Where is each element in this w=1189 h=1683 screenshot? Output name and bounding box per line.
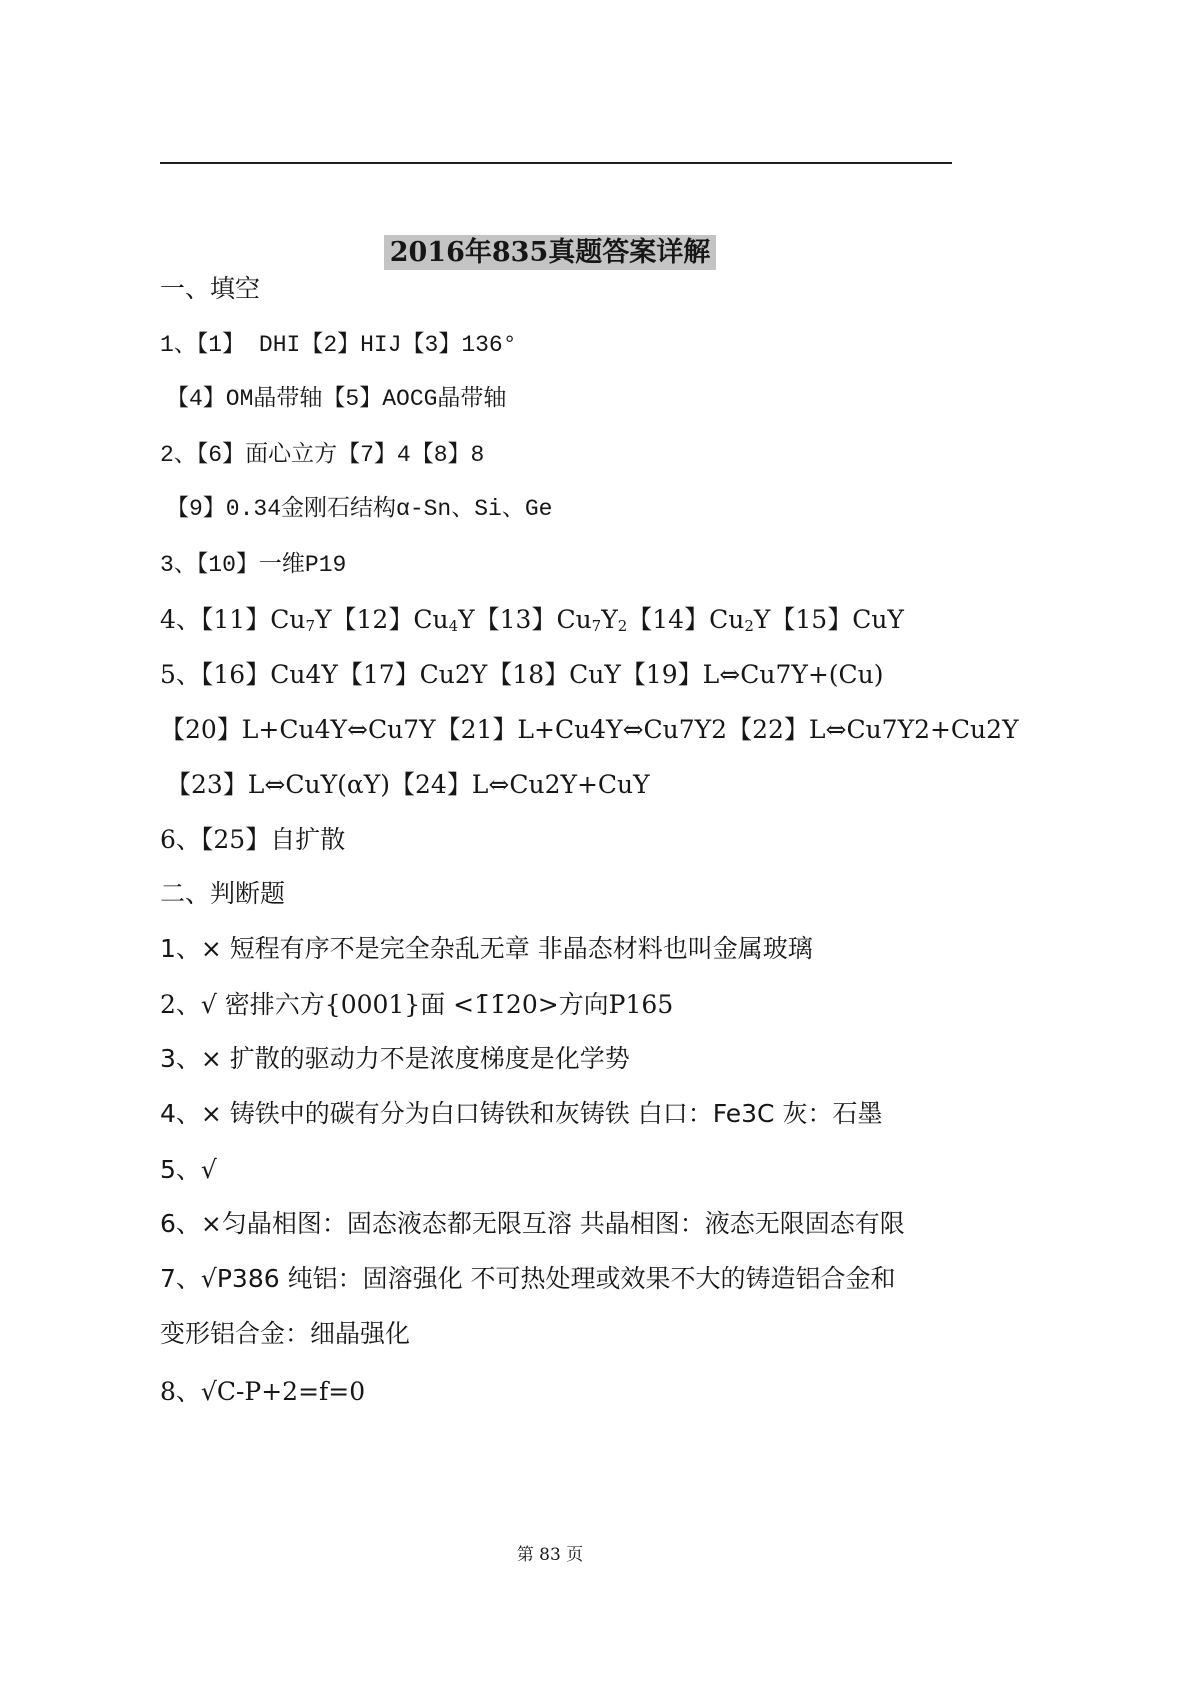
- fill-item-5b: 【20】L+Cu4Y⇔Cu7Y【21】L+Cu4Y⇔Cu7Y2【22】L⇔Cu7Y2+Cu2Y: [160, 715, 1019, 744]
- fill-item-2b: 【9】0.34金刚石结构α-Sn、Si、Ge: [166, 496, 553, 522]
- blank-label: 【11】: [200, 605, 271, 634]
- tf-item-1: 1、× 短程有序不是完全杂乱无章 非晶态材料也叫金属玻璃: [160, 934, 813, 963]
- tf-item-2: 2、√ 密排六方{0001}面 <1̄1̄20>方向P165: [160, 990, 674, 1019]
- fill-item-5c: 【23】L⇔CuY(αY)【24】L⇔Cu2Y+CuY: [166, 770, 650, 799]
- tf-item-3: 3、× 扩散的驱动力不是浓度梯度是化学势: [160, 1044, 630, 1073]
- fill-item-3: 3、【10】一维P19: [160, 552, 347, 578]
- blank-label: 【14】: [627, 605, 710, 634]
- page-number: 第 83 页: [516, 1545, 584, 1565]
- fill-item-1b: 【4】OM晶带轴【5】AOCG晶带轴: [166, 386, 507, 412]
- tf-item-8: 8、√C-P+2=f=0: [160, 1377, 366, 1406]
- blank-label: 【15】: [770, 605, 853, 634]
- tf-item-6: 6、×匀晶相图：固态液态都无限互溶 共晶相图：液态无限固态有限: [160, 1209, 905, 1238]
- tf-item-7b: 变形铝合金：细晶强化: [160, 1319, 411, 1348]
- fill-item-2a: 2、【6】面心立方【7】4【8】8: [160, 442, 485, 468]
- header-rule: [160, 162, 952, 164]
- chemical-formula: CuY: [852, 605, 904, 634]
- tf-item-4: 4、× 铸铁中的碳有分为白口铸铁和灰铸铁 白口：Fe3C 灰：石墨: [160, 1099, 883, 1128]
- fill-item-6: 6、【25】自扩散: [160, 825, 346, 854]
- chemical-formula: $Cu_4Y$: [413, 605, 475, 635]
- chemical-formula: $Cu_2Y$: [709, 605, 771, 635]
- blank-label: 【13】: [474, 605, 557, 634]
- fill-item-4: [160, 603, 904, 637]
- tf-item-5: 5、√: [160, 1155, 217, 1184]
- fill-item-1a: 1、【1】 DHI【2】HIJ【3】136°: [160, 332, 517, 358]
- tf-item-7a: 7、√P386 纯铝：固溶强化 不可热处理或效果不大的铸造铝合金和: [160, 1264, 896, 1293]
- fill-item-5a: 5、【16】Cu4Y【17】Cu2Y【18】CuY【19】L⇔Cu7Y+(Cu): [160, 660, 884, 689]
- section-heading-true-false: 二、判断题: [160, 879, 286, 908]
- chemical-formula: $Cu_7Y$: [270, 605, 332, 635]
- page-title: [0, 230, 1100, 269]
- fill-item-4-prefix: 4、: [160, 605, 201, 634]
- blank-label: 【12】: [331, 605, 414, 634]
- title-text: 2016年835真题答案详解: [384, 235, 717, 270]
- chemical-formula: $Cu_7Y_2$: [556, 605, 628, 635]
- section-heading-fill-blank: 一、填空: [160, 274, 261, 303]
